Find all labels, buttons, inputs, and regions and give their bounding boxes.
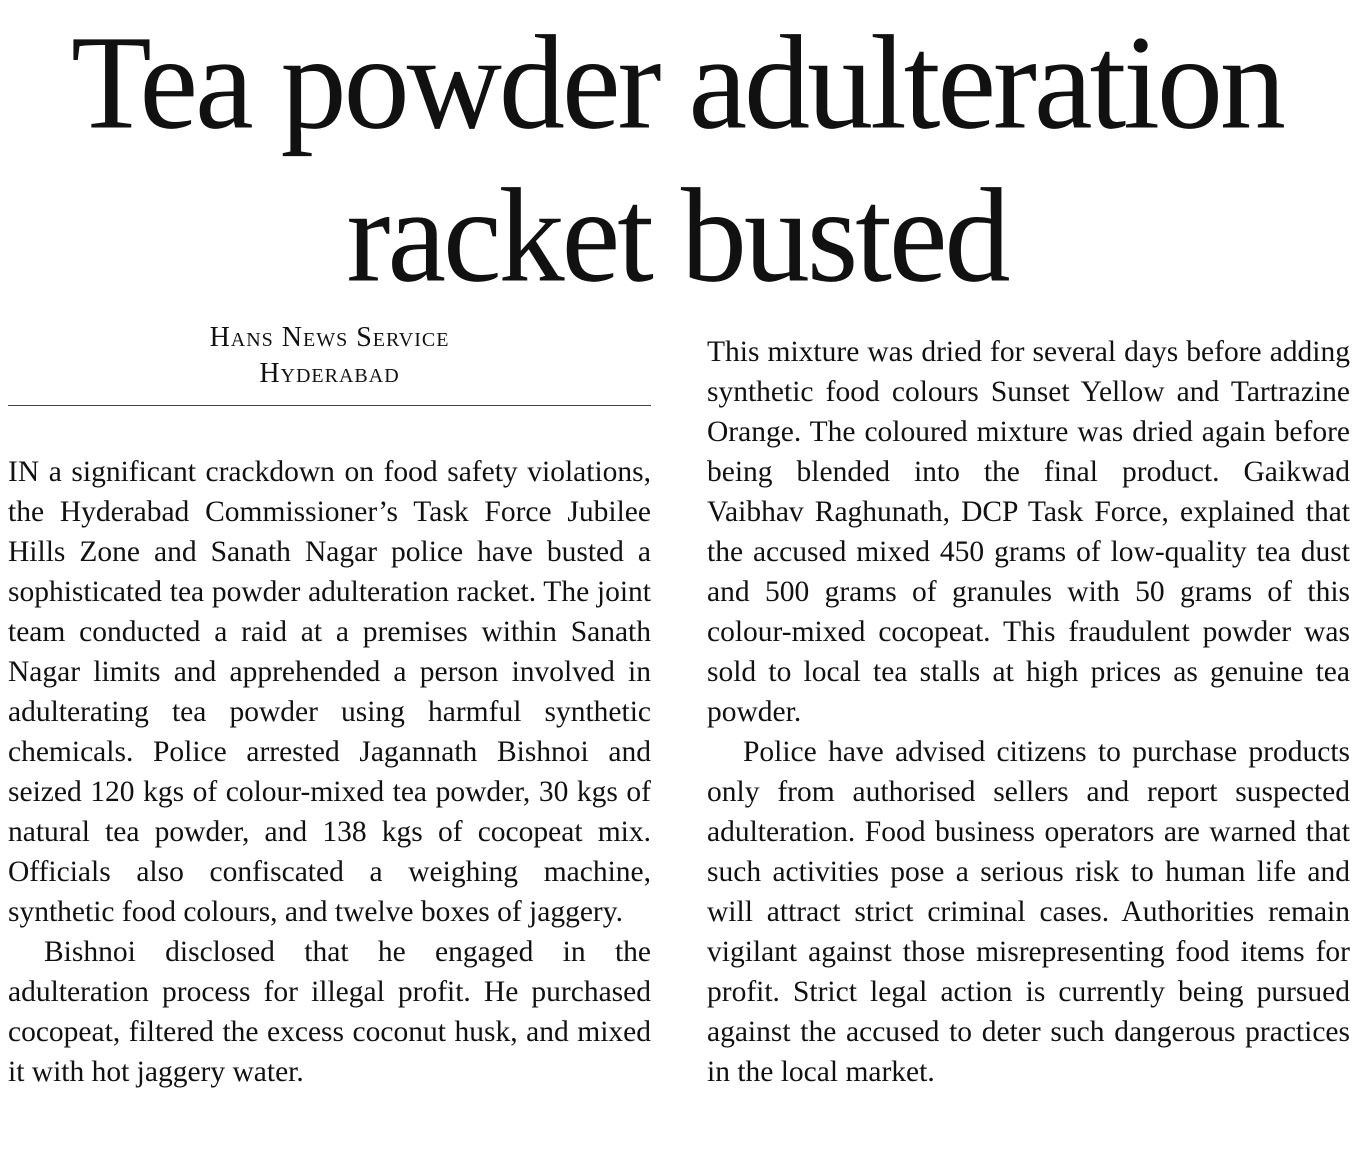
article-paragraph: Police have advised citizens to purchase products only from authorised sellers and report suspected adulteration. Food business operators are warned that such activities pose a serious risk to human life and will attract strict criminal cases. Authorities remain vigilant against those misrepresenting food items for profit. Strict legal action is currently being pursued against the accused to deter such dangerous practices in the local market. [707, 736, 1350, 1088]
byline-divider [8, 405, 651, 406]
headline-line-1: Tea powder adulteration [71, 7, 1283, 158]
article-paragraph: IN a significant crackdown on food safety violations, the Hyderabad Commissioner’s Task Force Jubilee Hills Zone and Sanath Nagar police have busted a sophisticated tea powder adulteration racket. The joint team conducted a raid at a premises within Sanath Nagar limits and apprehended a person involved in adulterating tea powder using harmful synthetic chemicals. Police arrested Jagannath Bishnoi and seized 120 kgs of colour-mixed tea powder, 30 kgs of natural tea powder, and 138 kgs of cocopeat mix. Officials also confiscated a weighing machine, synthetic food colours, and twelve boxes of jaggery. [8, 456, 651, 928]
byline-agency: Hans News Service [209, 322, 450, 353]
headline-line-2: racket busted [346, 160, 1008, 311]
article-column-right [707, 332, 1350, 1170]
byline-location: Hyderabad [259, 358, 400, 389]
byline [8, 320, 651, 392]
article-paragraph: Bishnoi disclosed that he engaged in the adulteration process for illegal profit. He purchased cocopeat, filtered the excess coconut husk, and mixed it with hot jaggery water. [8, 936, 651, 1088]
headline [0, 0, 1354, 312]
article-paragraph: This mixture was dried for several days before adding synthetic food colours Sunset Yellow and Tartrazine Orange. The coloured mixture was dried again before being blended into the final product. Gaikwad Vaibhav Raghunath, DCP Task Force, explained that the accused mixed 450 grams of low-quality tea dust and 500 grams of granules with 50 grams of this colour-mixed cocopeat. This fraudulent powder was sold to local tea stalls at high prices as genuine tea powder. [707, 336, 1350, 728]
article-column-left [8, 452, 651, 1170]
